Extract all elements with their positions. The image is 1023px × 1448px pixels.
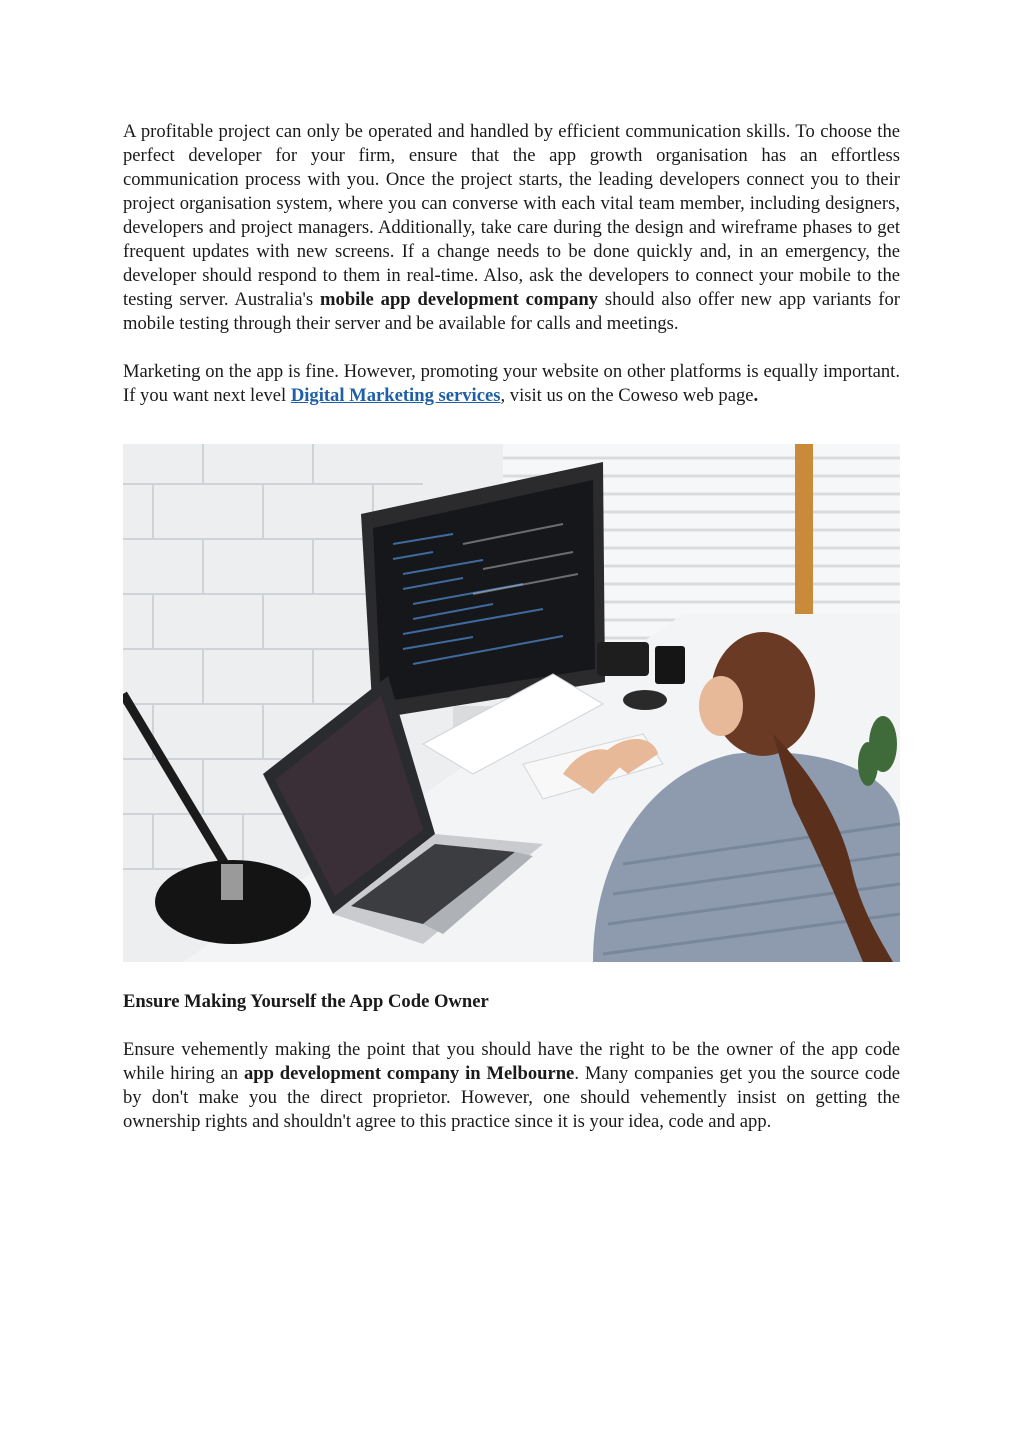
camera [597, 642, 649, 676]
mug [655, 646, 685, 684]
document-page [123, 120, 900, 1134]
paragraph-code-ownership [123, 1038, 900, 1134]
developer-workspace-photo [123, 444, 900, 962]
paragraph-text: Marketing on the app is fine. However, promoting your website on other platforms is equally important. If you want next level [123, 361, 900, 406]
paragraph-text: A profitable project can only be operated and handled by efficient communication skills. To choose the perfect developer for your firm, ensure that the app growth organisation has an effortless communication process with you. Once the project starts, the leading developers connect you to their project organisation system, where you can converse with each vital team member, including designers, developers and project managers. Additionally, take care during the design and wireframe phases to get frequent updates with new screens. If a change needs to be done quickly and, in an emergency, the developer should respond to them in real-time. Also, ask the developers to connect your mobile to the testing server. Australia's [123, 121, 900, 310]
paragraph-text: , visit us on the Coweso web page [500, 385, 754, 406]
bold-term-mobile-app-company: mobile app development company [320, 289, 598, 310]
bold-term-melbourne-company: app development company in Melbourne [243, 1063, 575, 1084]
mouse [623, 690, 667, 710]
bold-period: . [753, 385, 759, 406]
paragraph-text: Ensure vehemently making the point that you should have the right to be the owner of the app code while hiring an [123, 1039, 900, 1084]
section-heading: Ensure Making Yourself the App Code Owner [123, 991, 489, 1012]
paragraph-text: should also offer new app variants for mobile testing through their server and be available for calls and meetings. [123, 289, 900, 334]
paragraph-text: . Many companies get you the source code by don't make you the direct proprietor. However, one should vehemently insist on getting the ownership rights and shouldn't agree to this practice since it is your idea, code and app. [123, 1063, 901, 1132]
workspace-illustration [123, 444, 900, 962]
paragraph-marketing [123, 360, 900, 408]
digital-marketing-link[interactable]: Digital Marketing services [290, 385, 501, 406]
paragraph-communication [123, 120, 900, 336]
